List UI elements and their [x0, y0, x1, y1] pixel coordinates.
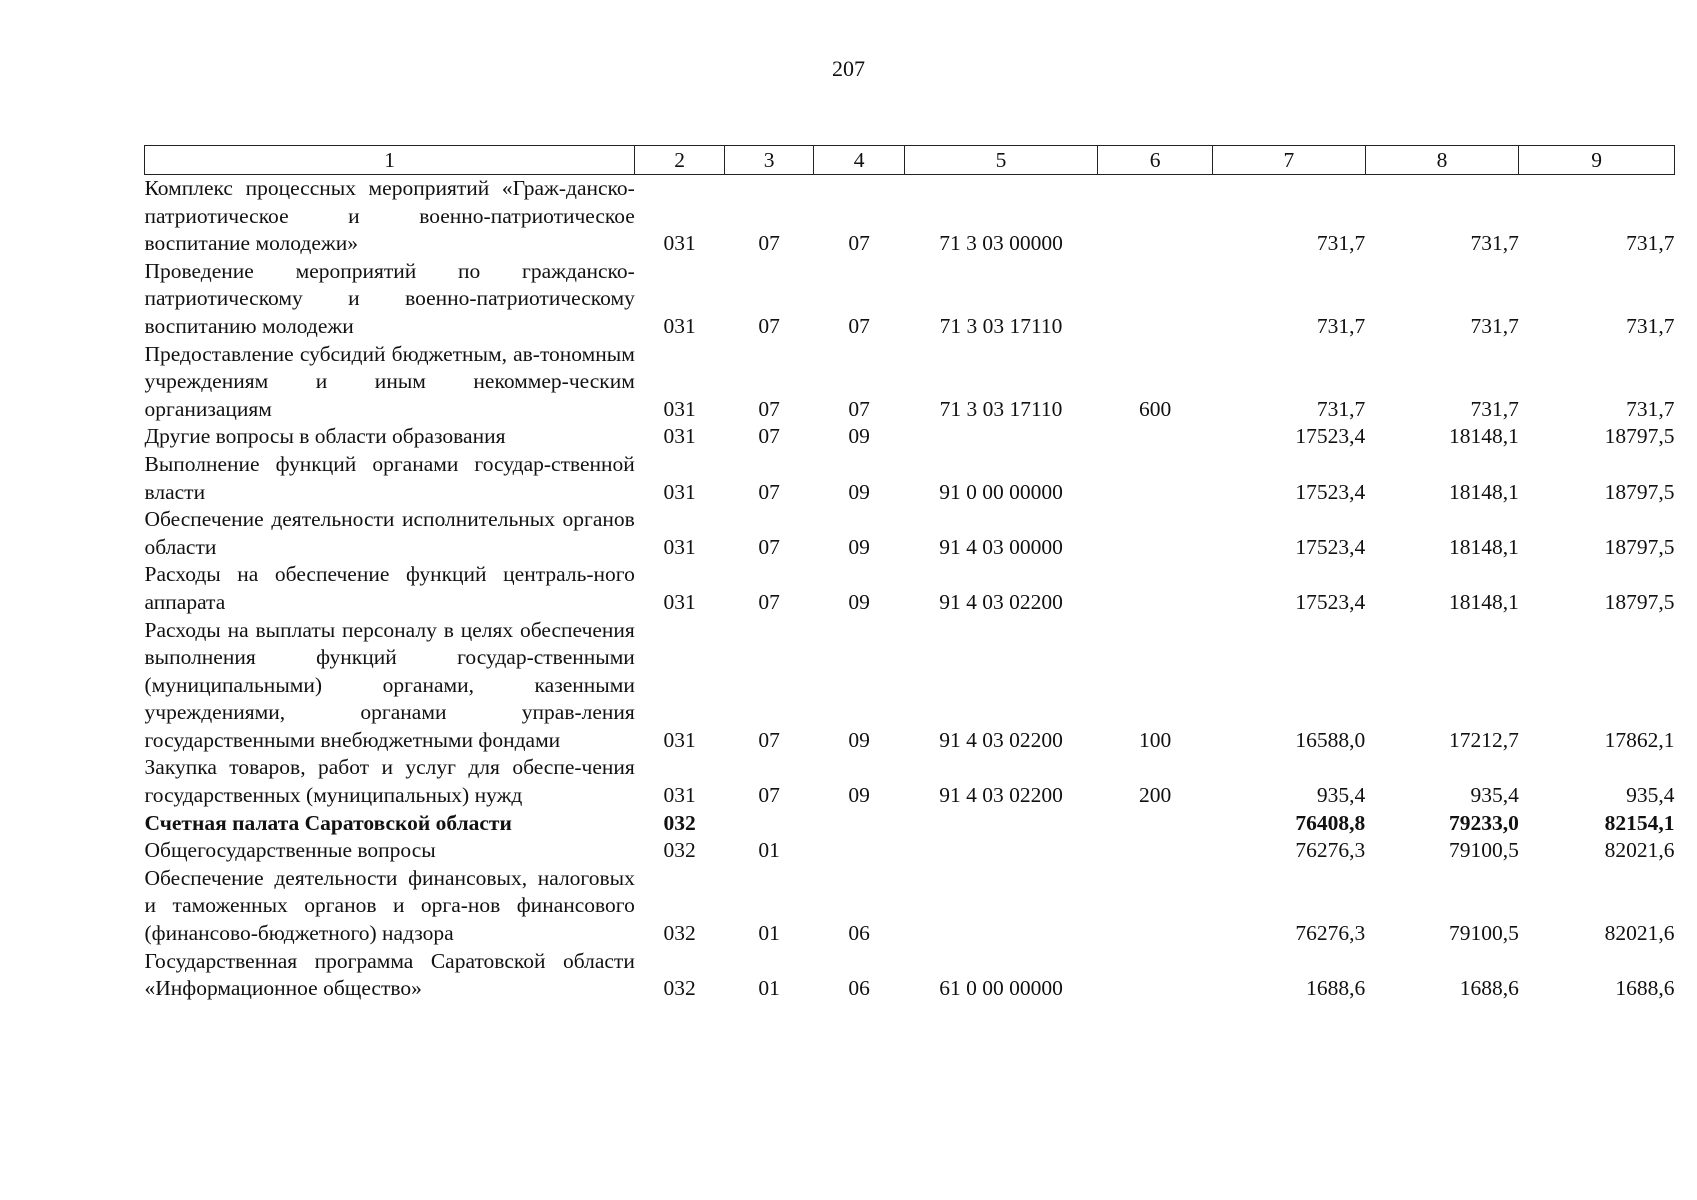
code-ministry: 031: [663, 783, 696, 808]
code-expense-type: [1098, 506, 1213, 561]
amount-year-2: 79100,5: [1448, 838, 1519, 863]
amount-year-1: 731,7: [1316, 313, 1366, 338]
amount-year-2: 18148,1: [1448, 589, 1519, 614]
amount-year-2: 1688,6: [1459, 976, 1519, 1001]
code-section: 07: [758, 231, 780, 256]
row-name: Обеспечение деятельности исполнительных органов области: [144, 507, 635, 559]
amount-year-3: 17862,1: [1604, 727, 1675, 752]
column-header: 6: [1098, 146, 1213, 175]
amount-year-2: 18148,1: [1448, 479, 1519, 504]
code-ministry: 032: [663, 810, 696, 835]
amount-year-2: 731,7: [1470, 313, 1519, 338]
code-expense-type: 200: [1139, 783, 1172, 808]
column-header: 8: [1365, 146, 1519, 175]
code-ministry: 031: [663, 231, 696, 256]
amount-year-1: 731,7: [1316, 231, 1366, 256]
code-target-article: 91 0 00 00000: [939, 479, 1063, 504]
code-subsection: 09: [848, 589, 870, 614]
table-body: [145, 175, 1675, 1003]
code-section: 07: [758, 313, 780, 338]
column-header: 9: [1519, 146, 1675, 175]
code-expense-type: 100: [1139, 727, 1172, 752]
code-target-article: [904, 810, 1097, 838]
table-row: [145, 258, 1675, 341]
amount-year-2: 17212,7: [1448, 727, 1519, 752]
code-subsection: [814, 810, 905, 838]
code-target-article: 91 4 03 02200: [939, 783, 1063, 808]
code-section: 01: [758, 838, 780, 863]
code-subsection: 09: [848, 727, 870, 752]
code-section: 07: [758, 534, 780, 559]
code-ministry: 031: [663, 589, 696, 614]
code-ministry: 031: [663, 424, 696, 449]
code-subsection: 09: [848, 479, 870, 504]
table-row: [145, 810, 1675, 838]
code-target-article: [904, 423, 1097, 451]
amount-year-2: 731,7: [1470, 396, 1519, 421]
amount-year-2: 79100,5: [1448, 921, 1519, 946]
code-ministry: 032: [663, 838, 696, 863]
code-subsection: 06: [848, 976, 870, 1001]
code-target-article: 91 4 03 02200: [939, 727, 1063, 752]
column-header: 7: [1213, 146, 1366, 175]
code-section: 07: [758, 479, 780, 504]
code-expense-type: [1098, 948, 1213, 1003]
code-expense-type: [1098, 837, 1213, 865]
amount-year-1: 17523,4: [1295, 424, 1366, 449]
header-row: [145, 146, 1675, 175]
code-expense-type: [1098, 258, 1213, 341]
table-row: [145, 451, 1675, 506]
code-ministry: 031: [663, 534, 696, 559]
code-expense-type: 600: [1139, 396, 1172, 421]
code-target-article: 91 4 03 00000: [939, 534, 1063, 559]
code-subsection: 07: [848, 396, 870, 421]
amount-year-3: 82021,6: [1604, 838, 1675, 863]
column-header: 5: [904, 146, 1097, 175]
row-name: Комплекс процессных мероприятий «Граж-данско-патриотическое и военно-патриотическое воспитание молодежи»: [144, 176, 635, 256]
amount-year-2: 731,7: [1470, 231, 1519, 256]
code-target-article: 61 0 00 00000: [939, 976, 1063, 1001]
amount-year-2: 79233,0: [1448, 810, 1519, 835]
column-header: 3: [724, 146, 814, 175]
code-target-article: 71 3 03 17110: [939, 396, 1063, 421]
amount-year-2: 18148,1: [1448, 534, 1519, 559]
table-row: [145, 617, 1675, 755]
code-section: 01: [758, 921, 780, 946]
table-row: [145, 506, 1675, 561]
code-expense-type: [1098, 175, 1213, 258]
amount-year-3: 18797,5: [1604, 589, 1675, 614]
code-expense-type: [1098, 865, 1213, 948]
table-row: [145, 865, 1675, 948]
page-number: 207: [832, 56, 865, 81]
code-section: 01: [758, 976, 780, 1001]
row-name: Закупка товаров, работ и услуг для обеспе-чения государственных (муниципальных) нужд: [144, 755, 635, 808]
amount-year-2: 18148,1: [1448, 424, 1519, 449]
row-name: Расходы на обеспечение функций централь-ного аппарата: [144, 562, 635, 614]
amount-year-1: 731,7: [1316, 396, 1366, 421]
table-row: [145, 341, 1675, 424]
code-subsection: [814, 837, 905, 865]
amount-year-3: 731,7: [1626, 313, 1675, 338]
code-expense-type: [1098, 810, 1213, 838]
row-name: Проведение мероприятий по гражданско-патриотическому и военно-патриотическому воспитанию молодежи: [144, 258, 635, 338]
code-expense-type: [1098, 451, 1213, 506]
code-section: 07: [758, 424, 780, 449]
table-header: [145, 146, 1675, 175]
code-expense-type: [1098, 423, 1213, 451]
code-section: 07: [758, 396, 780, 421]
amount-year-3: 82154,1: [1604, 810, 1675, 835]
code-target-article: 71 3 03 17110: [939, 313, 1063, 338]
table-row: [145, 948, 1675, 1003]
code-subsection: 09: [848, 534, 870, 559]
column-header: 4: [814, 146, 905, 175]
table-row: [145, 754, 1675, 809]
amount-year-3: 18797,5: [1604, 424, 1675, 449]
code-ministry: 031: [663, 479, 696, 504]
code-subsection: 06: [848, 921, 870, 946]
code-ministry: 031: [663, 313, 696, 338]
row-name: Выполнение функций органами государ-ственной власти: [144, 451, 635, 504]
code-subsection: 07: [848, 231, 870, 256]
amount-year-3: 1688,6: [1615, 976, 1675, 1001]
column-header: 1: [145, 146, 635, 175]
code-subsection: 07: [848, 313, 870, 338]
code-section: [724, 810, 814, 838]
row-name: Счетная палата Саратовской области: [144, 810, 512, 835]
code-subsection: 09: [848, 424, 870, 449]
row-name: Общегосударственные вопросы: [144, 838, 436, 863]
amount-year-3: 18797,5: [1604, 479, 1675, 504]
code-ministry: 031: [663, 727, 696, 752]
code-ministry: 032: [663, 976, 696, 1001]
row-name: Расходы на выплаты персоналу в целях обеспечения выполнения функций государ-ственными (муниципальными) органами, казенными учреждениями, органами управ-ления государственными внебюджетными фондами: [144, 617, 635, 752]
amount-year-1: 76276,3: [1295, 921, 1366, 946]
budget-table: [144, 145, 1675, 1003]
amount-year-2: 935,4: [1470, 783, 1519, 808]
amount-year-1: 935,4: [1316, 783, 1366, 808]
table-row: [145, 423, 1675, 451]
row-name: Предоставление субсидий бюджетным, ав-тономным учреждениям и иным некоммер-ческим организациям: [144, 341, 635, 421]
code-section: 07: [758, 589, 780, 614]
amount-year-3: 18797,5: [1604, 534, 1675, 559]
code-target-article: [904, 837, 1097, 865]
code-subsection: 09: [848, 783, 870, 808]
column-header: 2: [635, 146, 725, 175]
amount-year-1: 17523,4: [1295, 534, 1366, 559]
amount-year-1: 17523,4: [1295, 589, 1366, 614]
code-target-article: [904, 865, 1097, 948]
amount-year-3: 935,4: [1626, 783, 1675, 808]
code-ministry: 031: [663, 396, 696, 421]
row-name: Обеспечение деятельности финансовых, налоговых и таможенных органов и орга-нов финансового (финансово-бюджетного) надзора: [144, 865, 635, 946]
code-expense-type: [1098, 561, 1213, 616]
table-row: [145, 837, 1675, 865]
code-ministry: 032: [663, 921, 696, 946]
amount-year-1: 1688,6: [1306, 976, 1366, 1001]
table-row: [145, 561, 1675, 616]
amount-year-1: 76276,3: [1295, 838, 1366, 863]
amount-year-3: 82021,6: [1604, 921, 1675, 946]
code-target-article: 91 4 03 02200: [939, 589, 1063, 614]
row-name: Государственная программа Саратовской области «Информационное общество»: [144, 948, 635, 1001]
code-target-article: 71 3 03 00000: [939, 231, 1063, 256]
amount-year-1: 16588,0: [1295, 727, 1366, 752]
code-section: 07: [758, 727, 780, 752]
row-name: Другие вопросы в области образования: [144, 424, 506, 449]
amount-year-1: 76408,8: [1295, 810, 1366, 835]
amount-year-3: 731,7: [1626, 396, 1675, 421]
code-section: 07: [758, 783, 780, 808]
amount-year-3: 731,7: [1626, 231, 1675, 256]
amount-year-1: 17523,4: [1295, 479, 1366, 504]
table-row: [145, 175, 1675, 258]
